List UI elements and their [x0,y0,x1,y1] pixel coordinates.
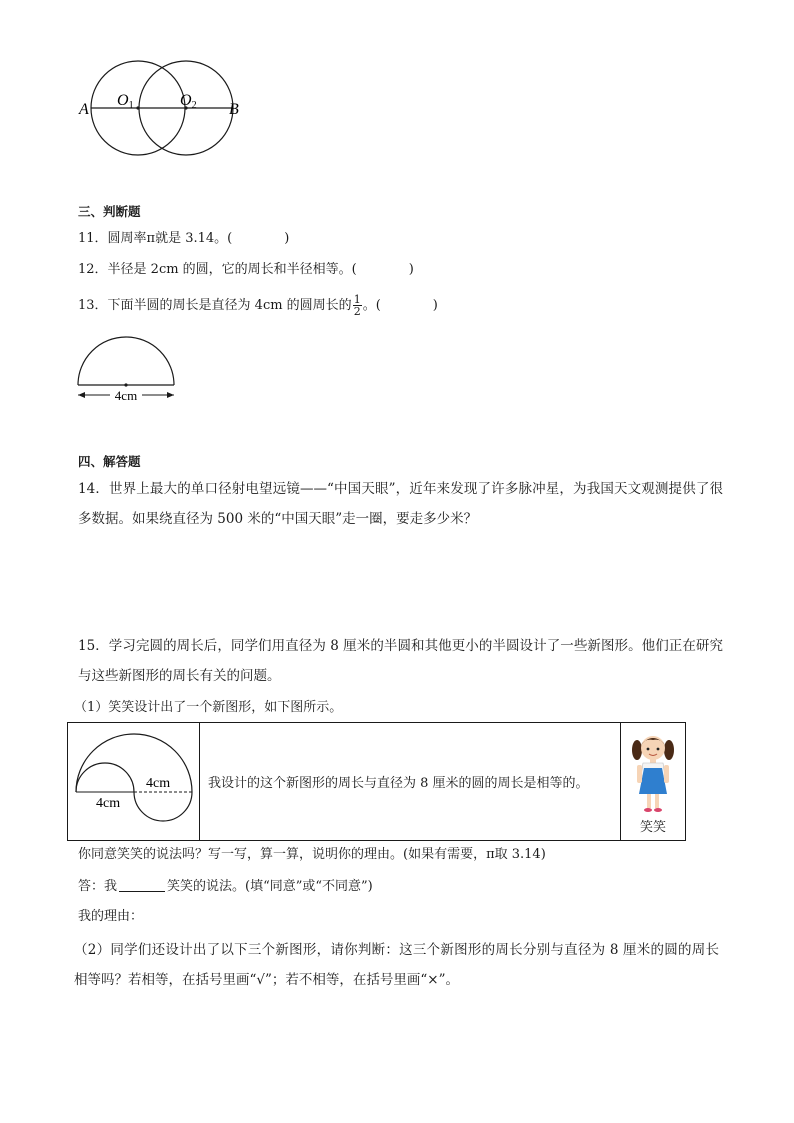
answer-line [78,877,373,896]
xiaoxiao-statement: 我设计的这个新图形的周长与直径为 8 厘米的圆的周长是相等的。 [208,776,589,791]
arrow-left-icon [78,392,85,398]
big-semicircle-arc [76,734,192,792]
arrow-right-icon [167,392,174,398]
question-14: 14．世界上最大的单口径射电望远镜——“中国天眼”，近年来发现了许多脉冲星，为我国天文观测提供了很多数据。如果绕直径为 500 米的“中国天眼”走一圈，要走多少米？ [78,481,723,527]
girl-shoe-left [644,808,652,812]
spiral-semicircles-figure [68,723,199,836]
fraction-numerator: 1 [353,293,361,306]
question-13-text: 13．下面半圆的周长是直径为 4cm 的圆周长的 [78,298,352,313]
question-15-intro: 15．学习完圆的周长后，同学们用直径为 8 厘米的半圆和其他更小的半圆设计了一些新图形。他们正在研究与这些新图形的周长有关的问题。 [78,638,723,684]
girl-neck [650,759,656,763]
table-figure-cell [68,723,200,841]
pigtail-left [632,740,642,760]
semicircle-center [124,383,127,386]
question-15-part2: （2）同学们还设计出了以下三个新图形，请你判断：这三个新图形的周长分别与直径为 8 厘米的圆的周长相等吗？若相等，在括号里画“√”；若不相等，在括号里画“×”。 [74,942,719,988]
semicircle-figure [72,335,182,405]
girl-shoe-right [654,808,662,812]
girl-name-label: 笑笑 [639,820,666,835]
figure-label-right: 4cm [146,776,171,791]
question-15-part1: （1）笑笑设计出了一个新图形，如下图所示。 [74,700,343,715]
girl-illustration [621,728,685,816]
answer-suffix: 笑笑的说法。(填“同意”或“不同意”) [167,879,373,894]
answer-blank[interactable] [119,877,165,892]
label-o2-sub: 2 [191,100,197,111]
girl-eye-right [657,748,660,751]
table-girl-cell [621,723,686,841]
answer-prefix: 答：我 [78,879,118,894]
semicircle-diameter-label: 4cm [114,388,138,403]
question-11: 11．圆周率π就是 3.14。( ) [78,231,290,246]
question-12: 12．半径是 2cm 的圆，它的周长和半径相等。( ) [78,262,414,277]
label-o1-sub: 1 [128,100,134,111]
girl-eye-left [647,748,650,751]
question-15-table [67,722,686,841]
label-o2: O2 [180,92,197,111]
question-15-ask: 你同意笑笑的说法吗？写一写，算一算，说明你的理由。(如果有需要，π取 3.14) [78,847,546,862]
girl-leg-right [655,794,659,808]
label-a: A [79,101,89,118]
label-o1: O1 [117,92,134,111]
two-circles-figure [72,60,252,160]
fraction-one-half [353,294,362,317]
section3-title: 三、判断题 [78,204,141,219]
small-semicircle-top [76,763,134,792]
table-statement-cell [200,723,621,841]
semicircle-arc [78,337,174,385]
fraction-denominator: 2 [353,305,361,318]
girl-arm-right [664,765,669,783]
section4-title: 四、解答题 [78,454,141,469]
reason-label: 我的理由： [78,909,144,924]
question-13 [78,292,438,320]
pigtail-right [664,740,674,760]
small-semicircle-bottom [134,792,192,821]
girl-arm-left [637,765,642,783]
label-b: B [229,101,239,118]
girl-leg-left [647,794,651,808]
question-13-bracket: 。( ) [362,298,438,313]
figure-label-left: 4cm [96,796,121,811]
center-point-o1 [136,106,139,109]
